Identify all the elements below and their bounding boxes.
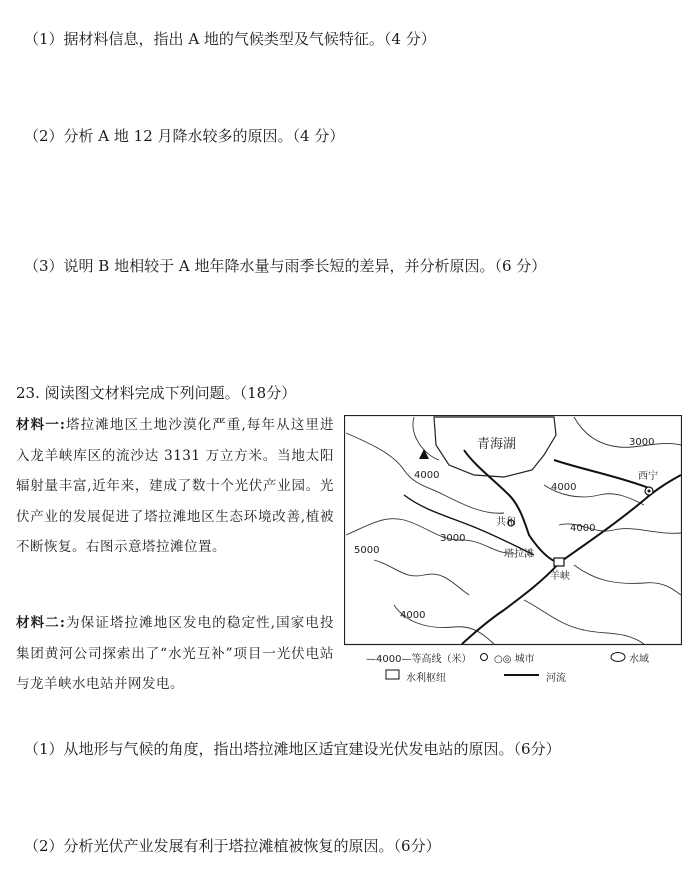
city-xining-dot [648,490,651,493]
river-line [462,563,559,644]
contour-line [524,600,644,644]
legend-dam-icon [386,670,399,679]
label-contour-4000: 4000 [551,482,577,493]
material-2-label: 材料二: [16,615,66,631]
material-2 [16,608,334,700]
river-line [559,475,681,563]
legend-city: ○◎ 城市 [494,654,535,665]
label-yangxia: 羊峡 [550,571,570,582]
label-contour-4000: 4000 [400,610,426,621]
contour-line [374,560,469,595]
material-2-text: 为保证塔拉滩地区发电的稳定性,国家电投集团黄河公司探索出了“水光互补”项目一光伏电站与龙羊峡水电站并网发电。 [16,615,334,692]
label-contour-5000: 5000 [354,545,380,556]
legend-water: 水域 [629,654,649,665]
label-contour-3000: 3000 [440,533,466,544]
question-2: （2）分析 A 地 12 月降水较多的原因。（4 分） [24,127,345,145]
contour-line [574,417,681,447]
dam-icon [554,558,564,566]
label-contour-4000: 4000 [414,470,440,481]
label-contour-4000: 4000 [570,523,596,534]
legend-dam: 水利枢纽 [406,673,446,684]
question-23-title: 23. 阅读图文材料完成下列问题。（18分） [16,384,297,402]
question-1: （1）据材料信息，指出 A 地的气候类型及气候特征。（4 分） [24,30,436,48]
label-qinghai-lake: 青海湖 [477,437,517,452]
question-23-2: （2）分析光伏产业发展有利于塔拉滩植被恢复的原因。（6分） [24,837,441,855]
material-1-label: 材料一: [16,417,66,433]
question-3: （3）说明 B 地相较于 A 地年降水量与雨季长短的差异，并分析原因。（6 分） [24,257,547,275]
label-talatan: 塔拉滩 [504,549,534,560]
label-gonghe: 共和 [496,517,516,528]
label-xining: 西宁 [638,471,658,482]
talatan-location-map [344,415,682,687]
question-23-1: （1）从地形与气候的角度，指出塔拉滩地区适宜建设光伏发电站的原因。（6分） [24,740,561,758]
material-1-text: 塔拉滩地区土地沙漠化严重,每年从这里进入龙羊峡库区的流沙达 3131 万立方米。当地太阳辐射量丰富,近年来，建成了数十个光伏产业园。光伏产业的发展促进了塔拉滩地区生态环境改善,植被不断恢复。右图示意塔拉滩位置。 [16,417,334,555]
label-contour-3000: 3000 [629,437,655,448]
legend-water-icon [611,653,625,662]
legend-contour: —4000—等高线（米） [366,654,472,665]
legend-city-icon [481,654,488,661]
contour-line [574,565,681,595]
legend-river: 河流 [546,673,566,684]
material-1 [16,410,334,563]
